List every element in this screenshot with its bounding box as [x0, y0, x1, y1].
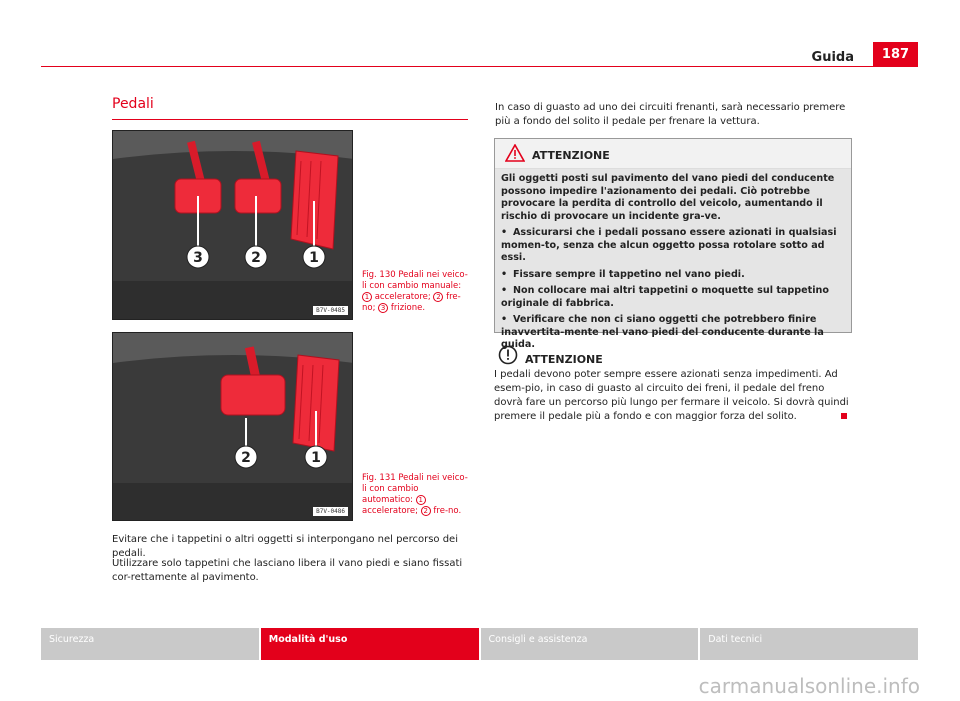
callout-1 — [305, 446, 327, 468]
callout-1 — [303, 246, 325, 268]
caption-title: Pedali nei veico-li con cambio manuale: — [362, 270, 468, 291]
figure-caption-131 — [362, 473, 472, 517]
warning-bullet: • Non collocare mai altri tappetini o moquette sul tappetino originale di fabbrica. — [501, 285, 829, 309]
callout-3 — [187, 246, 209, 268]
footer-nav — [41, 628, 918, 660]
warning-lead: Gli oggetti posti sul pavimento del vano piedi del conducente possono impedire l'azionamento dei pedali. Ciò potrebbe provocare la perdita di controllo del veicolo, aumentando il rischio di provocare un incidente gra-ve. — [501, 173, 835, 222]
warning-bullet: • Fissare sempre il tappetino nel vano piedi. — [501, 268, 745, 280]
caption-label-1: acceleratore; — [374, 292, 431, 302]
warning-triangle-icon — [505, 144, 525, 162]
warning-bullet: • Assicurarsi che i pedali possano essere azionati in qualsiasi momen-to, senza che alcun oggetto possa rotolare sotto ad essi. — [501, 227, 837, 263]
caption-label-2: fre-no; — [362, 292, 461, 313]
caution-exclamation-icon — [498, 345, 518, 365]
warning-header — [495, 139, 851, 169]
footer-tab-sicurezza[interactable]: Sicurezza — [41, 628, 259, 660]
footer-tab-modalita-uso[interactable]: Modalità d'uso — [261, 628, 479, 660]
figure-code: B7V-0485 — [313, 306, 348, 315]
warning-title: ATTENZIONE — [532, 149, 610, 162]
footer-tab-dati-tecnici[interactable]: Dati tecnici — [700, 628, 918, 660]
footer-tab-consigli[interactable]: Consigli e assistenza — [481, 628, 699, 660]
figure-caption-130 — [362, 270, 472, 314]
svg-text:3: 3 — [193, 250, 203, 266]
caption-label-1: acceleratore; — [362, 506, 419, 516]
callout-2 — [245, 246, 267, 268]
svg-text:2: 2 — [251, 250, 261, 266]
header-divider — [41, 66, 918, 67]
caption-num-3: 3 — [378, 303, 388, 313]
caption-num-1: 1 — [416, 495, 426, 505]
figure-code: B7V-0486 — [313, 507, 348, 516]
caption-num-1: 1 — [362, 292, 372, 302]
manual-pedals-illustration — [113, 131, 353, 320]
warning-box — [494, 138, 852, 350]
automatic-pedals-illustration — [113, 333, 353, 521]
page-header-title: Guida — [811, 50, 854, 65]
figure-manual-pedals — [112, 130, 353, 320]
svg-text:1: 1 — [309, 250, 319, 266]
paragraph-mats-1: Evitare che i tappetini o altri oggetti si interpongano nel percorso dei pedali. — [112, 534, 458, 559]
section-divider — [112, 119, 468, 120]
paragraph-brake-circuit: In caso di guasto ad uno dei circuiti frenanti, sarà necessario premere più a fondo del solito il pedale per frenare la vettura. — [495, 102, 846, 127]
caution-title: ATTENZIONE — [525, 353, 603, 366]
callout-2 — [235, 446, 257, 468]
svg-text:2: 2 — [241, 450, 251, 466]
caption-num-2: 2 — [421, 506, 431, 516]
warning-body — [495, 169, 851, 350]
section-end-marker — [841, 413, 847, 419]
svg-text:1: 1 — [311, 450, 321, 466]
section-title: Pedali — [112, 96, 154, 112]
caption-title: Pedali nei veico-li con cambio automatico: — [362, 473, 468, 505]
caption-num-2: 2 — [433, 292, 443, 302]
paragraph-mats-2: Utilizzare solo tappetini che lasciano libera il vano piedi e siano fissati cor-rettamente al pavimento. — [112, 558, 463, 583]
watermark: carmanualsonline.info — [698, 674, 920, 698]
warning-bullet: • Verificare che non ci siano oggetti che potrebbero finire inavvertita-mente nel vano piedi del conducente durante la guida. — [501, 314, 824, 350]
caption-label-3: frizione. — [390, 303, 426, 313]
page-number: 187 — [873, 42, 918, 67]
figure-automatic-pedals — [112, 332, 353, 521]
caution-text: I pedali devono poter sempre essere azionati senza impedimenti. Ad esem-pio, in caso di guasto al circuito dei freni, il pedale del freno dovrà fare un percorso più lungo per fermare il veicolo. Si dovrà quindi premere il pedale più a fondo e con maggior forza del solito. — [494, 369, 849, 422]
caption-label-2: fre-no. — [433, 506, 462, 516]
caption-prefix: Fig. 130 — [362, 270, 396, 280]
caption-prefix: Fig. 131 — [362, 473, 396, 483]
